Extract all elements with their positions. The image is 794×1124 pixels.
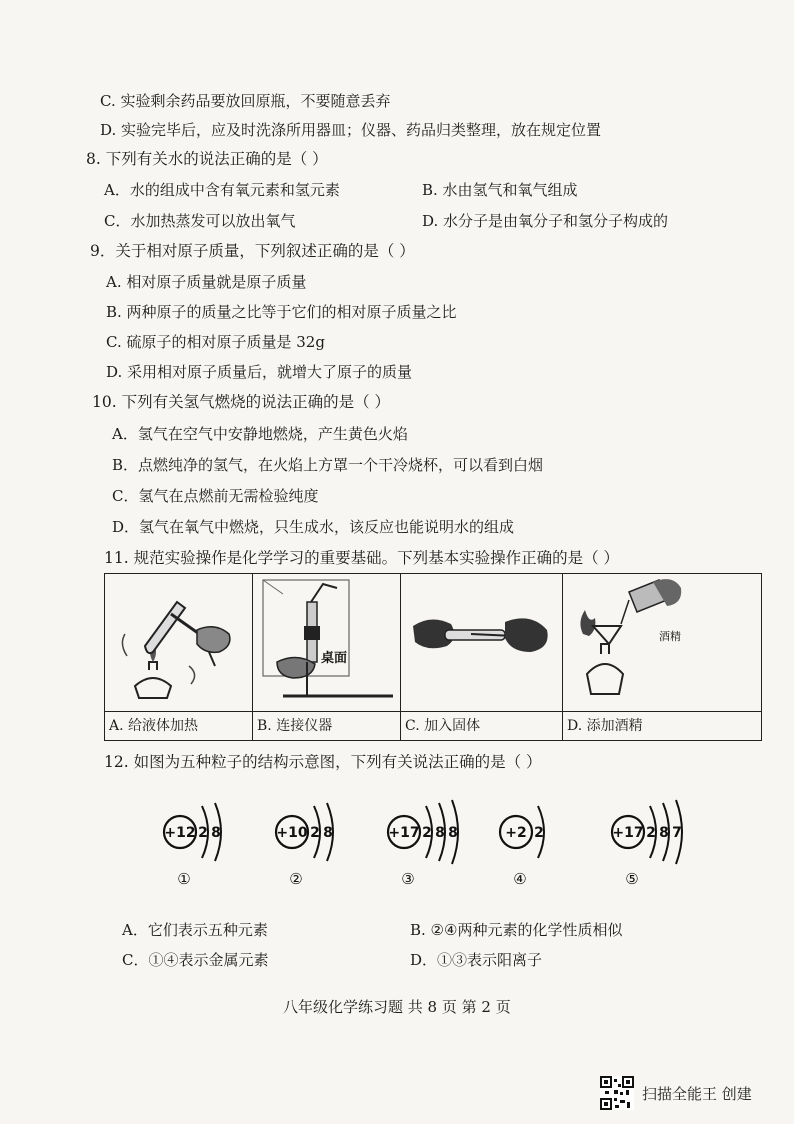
q10-option-d: D．氢气在氧气中燃烧，只生成水，该反应也能说明水的组成 xyxy=(112,518,515,536)
q9-option-d: D. 采用相对原子质量后，就增大了原子的质量 xyxy=(106,363,413,381)
q10-option-c: C．氢气在点燃前无需检验纯度 xyxy=(112,487,319,505)
shell-electron-count: 8 xyxy=(448,825,458,841)
q8-option-a: A．水的组成中含有氧元素和氢元素 xyxy=(104,181,340,199)
image-add-solid xyxy=(401,574,563,711)
particle-number: ④ xyxy=(513,870,527,888)
shell-electron-count: 2 xyxy=(198,825,208,841)
shell-electron-count: 8 xyxy=(659,825,669,841)
q8-option-b: B. 水由氢气和氧气组成 xyxy=(422,181,578,199)
atoms-svg xyxy=(140,786,682,896)
particle-structure-diagrams xyxy=(140,786,682,896)
nucleus-charge: +2 xyxy=(505,825,527,841)
q12-option-a: A．它们表示五种元素 xyxy=(122,921,268,939)
image-connect-apparatus xyxy=(253,574,401,711)
scanner-watermark xyxy=(600,1076,752,1110)
question-8-stem: 8. 下列有关水的说法正确的是（ ） xyxy=(86,150,328,168)
q9-option-b: B. 两种原子的质量之比等于它们的相对原子质量之比 xyxy=(106,303,457,321)
caption-d: D. 添加酒精 xyxy=(567,718,643,734)
particle-3 xyxy=(388,800,458,888)
shell-electron-count: 8 xyxy=(435,825,445,841)
shell-electron-count: 2 xyxy=(422,825,432,841)
question-10-stem: 10. 下列有关氢气燃烧的说法正确的是（ ） xyxy=(92,393,391,411)
question-9-stem: 9．关于相对原子质量，下列叙述正确的是（ ） xyxy=(90,242,415,260)
q9-option-c: C. 硫原子的相对原子质量是 32g xyxy=(106,333,325,351)
nucleus-charge: +10 xyxy=(276,825,308,841)
particle-5 xyxy=(612,800,682,888)
caption-c: C. 加入固体 xyxy=(401,712,563,740)
question-12-stem: 12. 如图为五种粒子的结构示意图，下列有关说法正确的是（ ） xyxy=(104,753,542,771)
experiment-operations-table xyxy=(104,573,762,741)
label-alcohol: 酒精 xyxy=(659,630,681,643)
particle-2 xyxy=(276,803,333,888)
particle-number: ② xyxy=(289,870,303,888)
q8-option-d: D. 水分子是由氧分子和氢分子构成的 xyxy=(422,212,669,230)
shell-electron-count: 8 xyxy=(323,825,333,841)
particle-4 xyxy=(500,806,544,888)
particle-number: ③ xyxy=(401,870,415,888)
shell-electron-count: 2 xyxy=(646,825,656,841)
qr-code-icon xyxy=(600,1076,634,1110)
page-footer: 八年级化学练习题 共 8 页 第 2 页 xyxy=(283,998,511,1016)
shell-electron-count: 7 xyxy=(672,825,682,841)
caption-b: B. 连接仪器 xyxy=(253,712,401,740)
caption-a: A. 给液体加热 xyxy=(105,712,253,740)
option-d-prev: D. 实验完毕后，应及时洗涤所用器皿；仪器、药品归类整理，放在规定位置 xyxy=(100,121,602,139)
shell-electron-count: 8 xyxy=(211,825,221,841)
nucleus-charge: +17 xyxy=(388,825,420,841)
q10-option-b: B．点燃纯净的氢气，在火焰上方罩一个干冷烧杯，可以看到白烟 xyxy=(112,456,544,474)
q12-option-c: C．①④表示金属元素 xyxy=(122,951,269,969)
q10-option-a: A．氢气在空气中安静地燃烧，产生黄色火焰 xyxy=(112,425,408,443)
shell-electron-count: 2 xyxy=(534,825,544,841)
nucleus-charge: +12 xyxy=(164,825,196,841)
particle-number: ① xyxy=(177,870,191,888)
option-c-prev: C. 实验剩余药品要放回原瓶，不要随意丢弃 xyxy=(100,92,391,110)
label-desk: 桌面 xyxy=(321,651,348,666)
particle-1 xyxy=(164,803,221,888)
q9-option-a: A. 相对原子质量就是原子质量 xyxy=(106,273,307,291)
image-heat-liquid xyxy=(105,574,253,711)
particle-number: ⑤ xyxy=(625,870,639,888)
q12-option-b: B. ②④两种元素的化学性质相似 xyxy=(410,921,623,939)
nucleus-charge: +17 xyxy=(612,825,644,841)
scanner-brand-text: 扫描全能王 创建 xyxy=(642,1084,752,1103)
q12-option-d: D．①③表示阳离子 xyxy=(410,951,543,969)
shell-electron-count: 2 xyxy=(310,825,320,841)
question-11-stem: 11. 规范实验操作是化学学习的重要基础。下列基本实验操作正确的是（ ） xyxy=(104,549,620,567)
image-add-alcohol xyxy=(563,574,760,711)
q8-option-c: C．水加热蒸发可以放出氧气 xyxy=(104,212,296,230)
